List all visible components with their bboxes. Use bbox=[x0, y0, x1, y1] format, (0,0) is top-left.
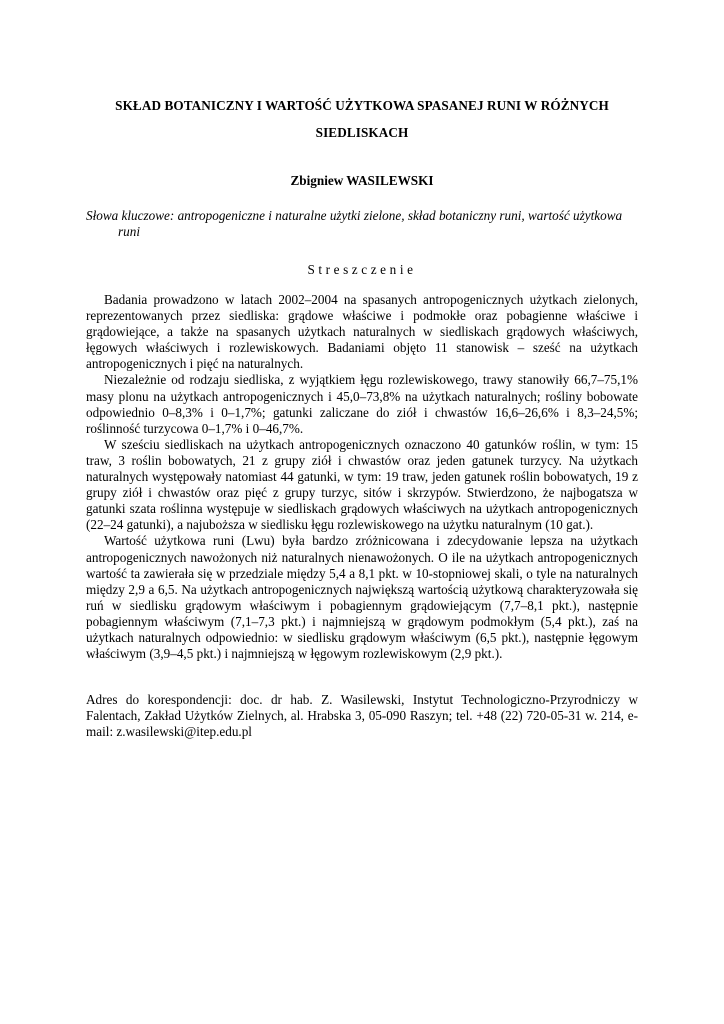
abstract-paragraph: W sześciu siedliskach na użytkach antropogenicznych oznaczono 40 gatunków roślin, w tym: 15 traw, 3 roślin bobowatych, 21 z grupy ziół i chwastów oraz jeden gatunek turzycy. Na użytkach naturalnych występowały natomiast 44 gatunki, w tym: 19 traw, jeden gatunek roślin bobowatych, 19 z grupy ziół i chwastów oraz pięć z grupy turzyc, sitów i skrzypów. Stwierdzono, że najbogatsza w gatunki szata roślinna występuje w siedliskach grądowych właściwych na użytkach antropogenicznych (22–24 gatunki), a najuboższa w siedlisku łęgu rozlewiskowego na użytku naturalnym (10 gat.). bbox=[86, 436, 638, 533]
abstract-paragraph: Badania prowadzono w latach 2002–2004 na spasanych antropogenicznych użytkach zielonych, reprezentowanych przez siedliska: grądowe właściwe i podmokłe oraz pobagienne właściwe i grądowiejące, a także na spasanych użytkach naturalnych w siedliskach grądowych właściwych, łęgowych właściwych i rozlewiskowych. Badaniami objęto 11 stanowisk – sześć na użytkach antropogenicznych i pięć na naturalnych. bbox=[86, 292, 638, 372]
author-name: Zbigniew WASILEWSKI bbox=[290, 173, 434, 188]
abstract-body bbox=[86, 292, 638, 662]
abstract-paragraph: Niezależnie od rodzaju siedliska, z wyjątkiem łęgu rozlewiskowego, trawy stanowiły 66,7–75,1% masy plonu na użytkach antropogenicznych i 45,0–73,8% na użytkach naturalnych; rośliny bobowate odpowiednio 0–8,3% i 0–1,7%; gatunki zaliczane do ziół i chwastów 16,6–26,6% i 8,3–24,5%; roślinność turzycowa 0–1,7% i 0–46,7%. bbox=[86, 372, 638, 436]
paper-title: SKŁAD BOTANICZNY I WARTOŚĆ UŻYTKOWA SPASANEJ RUNI W RÓŻNYCH SIEDLISKACH bbox=[115, 98, 609, 140]
abstract-heading: Streszczenie bbox=[307, 262, 417, 277]
keywords: Słowa kluczowe: antropogeniczne i naturalne użytki zielone, skład botaniczny runi, wartość użytkowa runi bbox=[86, 208, 623, 239]
correspondence-address: Adres do korespondencji: doc. dr hab. Z. Wasilewski, Instytut Technologiczno-Przyrodniczy w Falentach, Zakład Użytków Zielnych, al. Hrabska 3, 05-090 Raszyn; tel. +48 (22) 720-05-31 w. 214, e-mail: z.wasilewski@itep.edu.pl bbox=[86, 692, 638, 740]
abstract-paragraph: Wartość użytkowa runi (Lwu) była bardzo zróżnicowana i zdecydowanie lepsza na użytkach antropogenicznych nawożonych niż naturalnych nienawożonych. O ile na użytkach antropogenicznych wartość ta zawierała się w przedziale między 5,4 a 8,1 pkt. w 10-stopniowej skali, o tyle na naturalnych między 2,9 a 6,5. Na użytkach antropogenicznych największą wartością użytkową charakteryzowała się ruń w siedlisku grądowym właściwym i pobagiennym grądowiejącym (7,7–8,1 pkt.), następnie pobagiennym właściwym (7,1–7,3 pkt.) i najmniejszą w grądowym podmokłym (5,4 pkt.), zaś na użytkach naturalnych odpowiednio: w siedlisku grądowym właściwym (6,5 pkt.), następnie łęgowym właściwym (3,9–4,5 pkt.) i najmniejszą w łęgowym rozlewiskowym (2,9 pkt.). bbox=[86, 533, 638, 662]
